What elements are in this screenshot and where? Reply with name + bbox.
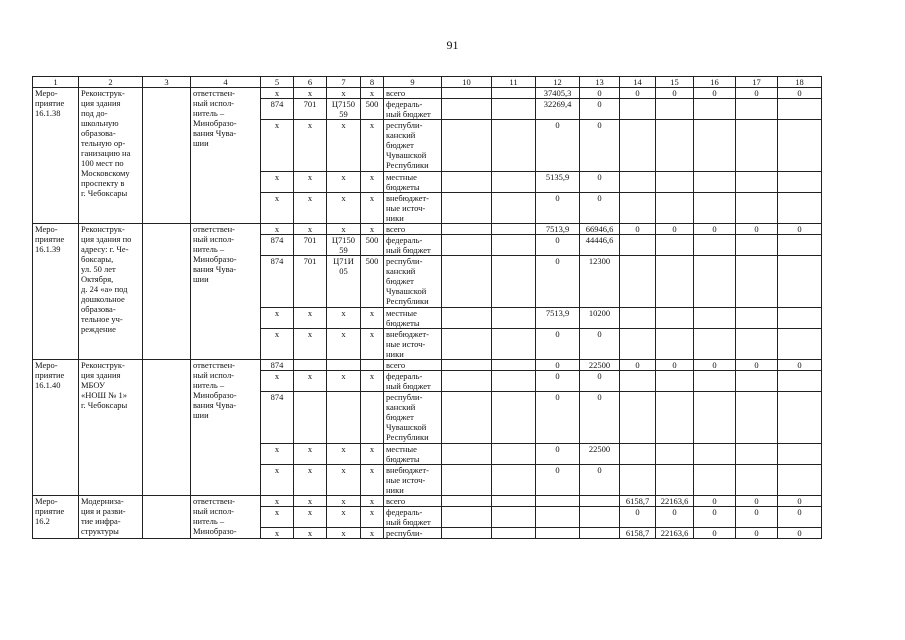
cell-col9: местные бюджеты — [384, 172, 442, 193]
cell-col14 — [620, 392, 656, 444]
cell-col16: 0 — [694, 496, 736, 507]
cell-col14 — [620, 235, 656, 256]
measure-description: Реконструк- ция здания по адресу: г. Че- боксары, ул. 50 лет Октября, д. 24 «а» под дошкольное образова- тельное уч- реждение — [79, 224, 143, 360]
measure-description: Модерниза- ция и разви- тие инфра- структуры — [79, 496, 143, 539]
cell-col5: x — [261, 329, 294, 360]
cell-col17 — [736, 235, 778, 256]
header-cell: 12 — [536, 77, 580, 88]
cell-col12 — [536, 528, 580, 539]
cell-col9: федераль- ный бюджет — [384, 99, 442, 120]
cell-col6: x — [294, 224, 327, 235]
cell-col17 — [736, 193, 778, 224]
cell-col8 — [361, 360, 384, 371]
cell-col8 — [361, 392, 384, 444]
cell-col12: 0 — [536, 444, 580, 465]
cell-col17 — [736, 256, 778, 308]
cell-col13: 0 — [580, 120, 620, 172]
cell-col5: x — [261, 224, 294, 235]
cell-col18 — [778, 120, 822, 172]
cell-col12 — [536, 507, 580, 528]
cell-col7: Ц7150 59 — [327, 99, 361, 120]
header-cell: 11 — [492, 77, 536, 88]
cell-col14: 0 — [620, 88, 656, 99]
cell-col17 — [736, 392, 778, 444]
cell-col15 — [656, 120, 694, 172]
cell-col6: x — [294, 444, 327, 465]
cell-col10 — [442, 360, 492, 371]
cell-col10 — [442, 496, 492, 507]
cell-col5: x — [261, 507, 294, 528]
table-row — [33, 88, 822, 99]
cell-col7: x — [327, 496, 361, 507]
cell-col18 — [778, 371, 822, 392]
measure-executor: ответствен- ный испол- нитель – Минобразо- вания Чува- шии — [191, 224, 261, 360]
measure-col3 — [143, 360, 191, 496]
cell-col7 — [327, 360, 361, 371]
measure-col3 — [143, 224, 191, 360]
cell-col13: 44446,6 — [580, 235, 620, 256]
cell-col16 — [694, 392, 736, 444]
cell-col13: 0 — [580, 99, 620, 120]
cell-col18 — [778, 172, 822, 193]
measure-col3 — [143, 496, 191, 539]
cell-col15 — [656, 392, 694, 444]
cell-col6: x — [294, 193, 327, 224]
cell-col11 — [492, 308, 536, 329]
cell-col18 — [778, 392, 822, 444]
cell-col5: 874 — [261, 392, 294, 444]
cell-col10 — [442, 88, 492, 99]
cell-col10 — [442, 465, 492, 496]
cell-col9: местные бюджеты — [384, 444, 442, 465]
cell-col11 — [492, 392, 536, 444]
cell-col11 — [492, 444, 536, 465]
header-cell: 4 — [191, 77, 261, 88]
cell-col18: 0 — [778, 507, 822, 528]
header-cell: 17 — [736, 77, 778, 88]
cell-col8: x — [361, 329, 384, 360]
cell-col8: 500 — [361, 99, 384, 120]
cell-col8: 500 — [361, 256, 384, 308]
table-row — [33, 224, 822, 235]
header-row — [33, 77, 822, 88]
cell-col5: x — [261, 193, 294, 224]
cell-col8: x — [361, 120, 384, 172]
budget-table — [32, 76, 822, 539]
header-cell: 10 — [442, 77, 492, 88]
cell-col15 — [656, 308, 694, 329]
cell-col11 — [492, 371, 536, 392]
measure-executor: ответствен- ный испол- нитель – Минобразо- вания Чува- шии — [191, 88, 261, 224]
cell-col9: республи- канский бюджет Чувашской Республики — [384, 256, 442, 308]
cell-col17: 0 — [736, 88, 778, 99]
cell-col12: 7513,9 — [536, 308, 580, 329]
cell-col14 — [620, 371, 656, 392]
cell-col16 — [694, 172, 736, 193]
cell-col16 — [694, 193, 736, 224]
cell-col11 — [492, 528, 536, 539]
cell-col14 — [620, 444, 656, 465]
cell-col17 — [736, 172, 778, 193]
cell-col12: 0 — [536, 465, 580, 496]
cell-col5: x — [261, 496, 294, 507]
cell-col14 — [620, 172, 656, 193]
cell-col8: x — [361, 444, 384, 465]
cell-col7: x — [327, 371, 361, 392]
cell-col16: 0 — [694, 528, 736, 539]
cell-col17: 0 — [736, 224, 778, 235]
cell-col7: x — [327, 507, 361, 528]
table-row — [33, 360, 822, 371]
cell-col11 — [492, 88, 536, 99]
measure-description: Реконструк- ция здания под до- школьную образова- тельную ор- ганизацию на 100 мест по Московскому проспекту в г. Чебоксары — [79, 88, 143, 224]
cell-col17: 0 — [736, 507, 778, 528]
cell-col13: 12300 — [580, 256, 620, 308]
cell-col18 — [778, 256, 822, 308]
measure-name: Меро- приятие 16.2 — [33, 496, 79, 539]
cell-col11 — [492, 329, 536, 360]
cell-col13: 22500 — [580, 360, 620, 371]
header-cell: 18 — [778, 77, 822, 88]
table-body — [33, 77, 822, 539]
header-cell: 3 — [143, 77, 191, 88]
cell-col10 — [442, 507, 492, 528]
cell-col12: 32269,4 — [536, 99, 580, 120]
cell-col15: 0 — [656, 360, 694, 371]
cell-col10 — [442, 371, 492, 392]
cell-col6: 701 — [294, 99, 327, 120]
cell-col6: x — [294, 528, 327, 539]
cell-col8: x — [361, 308, 384, 329]
cell-col14 — [620, 99, 656, 120]
cell-col10 — [442, 392, 492, 444]
cell-col18 — [778, 329, 822, 360]
cell-col8: x — [361, 507, 384, 528]
cell-col9: внебюджет- ные источ- ники — [384, 465, 442, 496]
cell-col17 — [736, 308, 778, 329]
cell-col11 — [492, 235, 536, 256]
cell-col10 — [442, 444, 492, 465]
cell-col6: x — [294, 465, 327, 496]
cell-col7: x — [327, 88, 361, 99]
cell-col15: 0 — [656, 507, 694, 528]
cell-col12 — [536, 496, 580, 507]
cell-col7: x — [327, 444, 361, 465]
cell-col16 — [694, 329, 736, 360]
header-cell: 8 — [361, 77, 384, 88]
cell-col8: x — [361, 88, 384, 99]
cell-col13: 0 — [580, 392, 620, 444]
cell-col15 — [656, 444, 694, 465]
cell-col14 — [620, 193, 656, 224]
cell-col6: x — [294, 496, 327, 507]
measure-col3 — [143, 88, 191, 224]
header-cell: 2 — [79, 77, 143, 88]
cell-col18 — [778, 465, 822, 496]
cell-col12: 0 — [536, 371, 580, 392]
cell-col15 — [656, 465, 694, 496]
cell-col7: x — [327, 224, 361, 235]
cell-col14: 0 — [620, 360, 656, 371]
cell-col13: 0 — [580, 371, 620, 392]
cell-col13 — [580, 496, 620, 507]
cell-col6: x — [294, 308, 327, 329]
cell-col7: x — [327, 465, 361, 496]
cell-col6: x — [294, 172, 327, 193]
header-cell: 13 — [580, 77, 620, 88]
cell-col5: x — [261, 444, 294, 465]
cell-col8: x — [361, 528, 384, 539]
cell-col13: 0 — [580, 329, 620, 360]
cell-col10 — [442, 235, 492, 256]
cell-col7: x — [327, 308, 361, 329]
cell-col15: 22163,6 — [656, 528, 694, 539]
cell-col15 — [656, 371, 694, 392]
cell-col18 — [778, 99, 822, 120]
cell-col12: 0 — [536, 193, 580, 224]
cell-col15 — [656, 172, 694, 193]
cell-col5: 874 — [261, 235, 294, 256]
cell-col11 — [492, 99, 536, 120]
cell-col11 — [492, 496, 536, 507]
cell-col5: x — [261, 465, 294, 496]
cell-col9: всего — [384, 496, 442, 507]
header-cell: 16 — [694, 77, 736, 88]
cell-col13: 0 — [580, 172, 620, 193]
cell-col12: 0 — [536, 360, 580, 371]
cell-col9: всего — [384, 88, 442, 99]
header-cell: 7 — [327, 77, 361, 88]
cell-col11 — [492, 507, 536, 528]
cell-col12: 0 — [536, 235, 580, 256]
cell-col18: 0 — [778, 496, 822, 507]
cell-col17 — [736, 329, 778, 360]
cell-col17 — [736, 120, 778, 172]
measure-name: Меро- приятие 16.1.38 — [33, 88, 79, 224]
cell-col12: 0 — [536, 329, 580, 360]
cell-col10 — [442, 308, 492, 329]
cell-col6: 701 — [294, 256, 327, 308]
cell-col10 — [442, 329, 492, 360]
cell-col16 — [694, 308, 736, 329]
cell-col15: 0 — [656, 88, 694, 99]
table-row — [33, 496, 822, 507]
cell-col10 — [442, 193, 492, 224]
cell-col5: x — [261, 172, 294, 193]
cell-col8: x — [361, 371, 384, 392]
cell-col5: 874 — [261, 256, 294, 308]
cell-col9: местные бюджеты — [384, 308, 442, 329]
cell-col14: 0 — [620, 224, 656, 235]
cell-col7: x — [327, 528, 361, 539]
cell-col18 — [778, 444, 822, 465]
cell-col7: Ц7150 59 — [327, 235, 361, 256]
cell-col5: x — [261, 528, 294, 539]
cell-col11 — [492, 465, 536, 496]
cell-col10 — [442, 224, 492, 235]
measure-executor: ответствен- ный испол- нитель – Минобразо- вания Чува- шии — [191, 360, 261, 496]
cell-col11 — [492, 172, 536, 193]
cell-col18: 0 — [778, 528, 822, 539]
cell-col16 — [694, 120, 736, 172]
cell-col6 — [294, 360, 327, 371]
cell-col12: 0 — [536, 120, 580, 172]
cell-col9: республи- — [384, 528, 442, 539]
cell-col14: 6158,7 — [620, 496, 656, 507]
cell-col7: x — [327, 172, 361, 193]
cell-col6: x — [294, 329, 327, 360]
cell-col13 — [580, 528, 620, 539]
cell-col9: всего — [384, 224, 442, 235]
cell-col9: федераль- ный бюджет — [384, 507, 442, 528]
cell-col18 — [778, 193, 822, 224]
cell-col8: 500 — [361, 235, 384, 256]
cell-col18 — [778, 308, 822, 329]
cell-col17 — [736, 444, 778, 465]
header-cell: 5 — [261, 77, 294, 88]
cell-col14 — [620, 256, 656, 308]
cell-col11 — [492, 193, 536, 224]
cell-col7: x — [327, 120, 361, 172]
cell-col16: 0 — [694, 88, 736, 99]
cell-col5: x — [261, 308, 294, 329]
cell-col17 — [736, 99, 778, 120]
cell-col12: 7513,9 — [536, 224, 580, 235]
cell-col7: Ц71И 05 — [327, 256, 361, 308]
cell-col16 — [694, 465, 736, 496]
cell-col16: 0 — [694, 360, 736, 371]
cell-col8: x — [361, 172, 384, 193]
measure-description: Реконструк- ция здания МБОУ «НОШ № 1» г. Чебоксары — [79, 360, 143, 496]
cell-col8: x — [361, 496, 384, 507]
cell-col16 — [694, 371, 736, 392]
cell-col16 — [694, 256, 736, 308]
cell-col14: 6158,7 — [620, 528, 656, 539]
cell-col9: федераль- ный бюджет — [384, 235, 442, 256]
header-cell: 1 — [33, 77, 79, 88]
cell-col6: 701 — [294, 235, 327, 256]
cell-col15 — [656, 193, 694, 224]
cell-col15 — [656, 99, 694, 120]
cell-col6 — [294, 392, 327, 444]
cell-col15: 22163,6 — [656, 496, 694, 507]
cell-col13: 0 — [580, 465, 620, 496]
cell-col13: 0 — [580, 88, 620, 99]
cell-col6: x — [294, 120, 327, 172]
header-cell: 15 — [656, 77, 694, 88]
cell-col18: 0 — [778, 88, 822, 99]
cell-col10 — [442, 256, 492, 308]
cell-col16: 0 — [694, 507, 736, 528]
cell-col12: 0 — [536, 256, 580, 308]
cell-col12: 0 — [536, 392, 580, 444]
cell-col12: 5135,9 — [536, 172, 580, 193]
cell-col9: федераль- ный бюджет — [384, 371, 442, 392]
measure-executor: ответствен- ный испол- нитель – Минобразо- — [191, 496, 261, 539]
header-cell: 6 — [294, 77, 327, 88]
cell-col5: x — [261, 371, 294, 392]
cell-col8: x — [361, 193, 384, 224]
cell-col10 — [442, 99, 492, 120]
cell-col10 — [442, 528, 492, 539]
cell-col14 — [620, 329, 656, 360]
cell-col11 — [492, 120, 536, 172]
cell-col6: x — [294, 88, 327, 99]
cell-col17: 0 — [736, 360, 778, 371]
cell-col17: 0 — [736, 496, 778, 507]
cell-col6: x — [294, 507, 327, 528]
cell-col16: 0 — [694, 224, 736, 235]
cell-col11 — [492, 256, 536, 308]
measure-name: Меро- приятие 16.1.39 — [33, 224, 79, 360]
header-cell: 14 — [620, 77, 656, 88]
cell-col8: x — [361, 465, 384, 496]
cell-col12: 37405,3 — [536, 88, 580, 99]
cell-col16 — [694, 99, 736, 120]
header-cell: 9 — [384, 77, 442, 88]
cell-col9: республи- канский бюджет Чувашской Республики — [384, 120, 442, 172]
cell-col5: x — [261, 120, 294, 172]
cell-col17 — [736, 465, 778, 496]
cell-col15: 0 — [656, 224, 694, 235]
cell-col9: всего — [384, 360, 442, 371]
cell-col16 — [694, 444, 736, 465]
cell-col9: республи- канский бюджет Чувашской Республики — [384, 392, 442, 444]
cell-col14: 0 — [620, 507, 656, 528]
cell-col7: x — [327, 329, 361, 360]
cell-col13: 22500 — [580, 444, 620, 465]
cell-col10 — [442, 120, 492, 172]
cell-col5: 874 — [261, 99, 294, 120]
measure-name: Меро- приятие 16.1.40 — [33, 360, 79, 496]
cell-col15 — [656, 235, 694, 256]
cell-col17: 0 — [736, 528, 778, 539]
cell-col13: 66946,6 — [580, 224, 620, 235]
cell-col13: 10200 — [580, 308, 620, 329]
cell-col16 — [694, 235, 736, 256]
cell-col10 — [442, 172, 492, 193]
cell-col18: 0 — [778, 360, 822, 371]
cell-col18 — [778, 235, 822, 256]
cell-col8: x — [361, 224, 384, 235]
cell-col9: внебюджет- ные источ- ники — [384, 329, 442, 360]
cell-col7: x — [327, 193, 361, 224]
cell-col15 — [656, 256, 694, 308]
cell-col11 — [492, 360, 536, 371]
cell-col6: x — [294, 371, 327, 392]
cell-col13 — [580, 507, 620, 528]
page-number: 91 — [446, 38, 459, 52]
cell-col17 — [736, 371, 778, 392]
cell-col5: 874 — [261, 360, 294, 371]
cell-col14 — [620, 308, 656, 329]
cell-col18: 0 — [778, 224, 822, 235]
cell-col9: внебюджет- ные источ- ники — [384, 193, 442, 224]
cell-col7 — [327, 392, 361, 444]
cell-col15 — [656, 329, 694, 360]
cell-col11 — [492, 224, 536, 235]
cell-col13: 0 — [580, 193, 620, 224]
cell-col5: x — [261, 88, 294, 99]
cell-col14 — [620, 120, 656, 172]
cell-col14 — [620, 465, 656, 496]
